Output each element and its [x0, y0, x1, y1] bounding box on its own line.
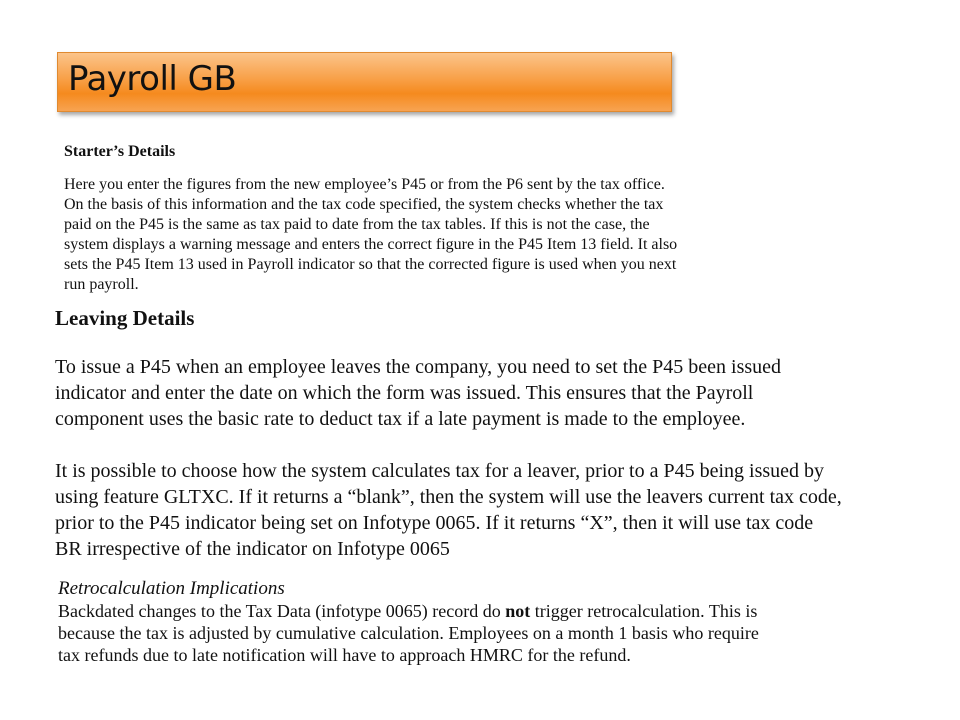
emphasis-not: not: [505, 601, 531, 621]
retrocalculation-heading: Retrocalculation Implications: [58, 578, 285, 599]
leaving-details-heading: Leaving Details: [55, 306, 195, 330]
text-line: using feature GLTXC. If it returns a “blank”, then the system will use the leavers current tax code,: [55, 486, 842, 508]
text-line: To issue a P45 when an employee leaves the company, you need to set the P45 been issued: [55, 356, 782, 378]
text-segment: Backdated changes to the Tax Data (infotype 0065) record do: [58, 601, 506, 621]
text-line: sets the P45 Item 13 used in Payroll indicator so that the corrected figure is used when you next: [64, 256, 677, 273]
text-line: because the tax is adjusted by cumulative calculation. Employees on a month 1 basis who require: [58, 623, 759, 643]
text-line: system displays a warning message and enters the correct figure in the P45 Item 13 field. It also: [64, 236, 678, 253]
slide-title: Payroll GB: [68, 59, 237, 99]
leaving-details-section: [55, 305, 955, 562]
title-banner: [57, 52, 672, 112]
text-line: tax refunds due to late notification will have to approach HMRC for the refund.: [58, 645, 631, 665]
starters-details-section: [64, 142, 924, 295]
text-line: It is possible to choose how the system calculates tax for a leaver, prior to a P45 being issued by: [55, 460, 825, 482]
starters-details-heading: Starter’s Details: [64, 143, 176, 160]
text-line: prior to the P45 indicator being set on Infotype 0065. If it returns “X”, then it will use tax code: [55, 512, 814, 534]
text-line: Here you enter the figures from the new employee’s P45 or from the P6 sent by the tax office.: [64, 176, 665, 193]
text-line: run payroll.: [64, 276, 139, 293]
leaving-details-paragraph-2: [55, 458, 955, 562]
text-line: component uses the basic rate to deduct tax if a late payment is made to the employee.: [55, 408, 746, 430]
retrocalculation-body: [58, 600, 938, 666]
retrocalculation-section: [58, 578, 938, 666]
text-line: On the basis of this information and the tax code specified, the system checks whether the tax: [64, 196, 664, 213]
leaving-details-paragraph-1: [55, 354, 955, 432]
text-line: BR irrespective of the indicator on Infotype 0065: [55, 538, 450, 560]
text-line: [58, 600, 938, 622]
text-line: indicator and enter the date on which the form was issued. This ensures that the Payroll: [55, 382, 754, 404]
starters-details-body: [64, 175, 924, 295]
text-segment: trigger retrocalculation. This is: [530, 601, 758, 621]
text-line: paid on the P45 is the same as tax paid to date from the tax tables. If this is not the case, the: [64, 216, 650, 233]
